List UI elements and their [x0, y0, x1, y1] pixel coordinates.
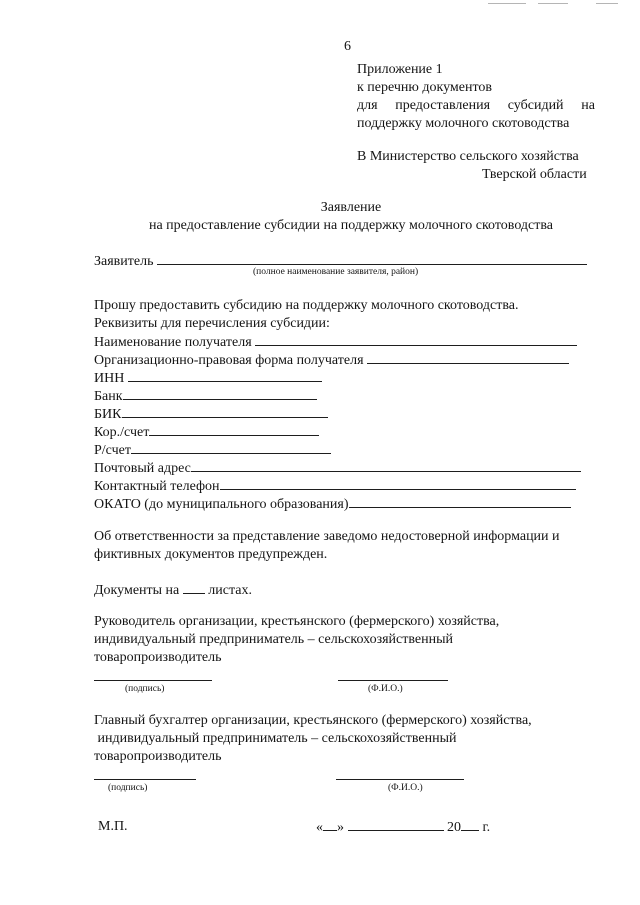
field-account — [94, 441, 331, 460]
appendix-word: субсидий — [507, 98, 564, 113]
field-bik — [94, 405, 328, 424]
appendix-line-3 — [357, 97, 595, 115]
field-input-line[interactable] — [123, 387, 317, 400]
field-label: ИНН — [94, 371, 125, 386]
field-label: Организационно-правовая форма получателя — [94, 353, 364, 368]
field-input-line[interactable] — [131, 441, 331, 454]
field-recipient-name — [94, 333, 577, 352]
date-year-suffix: г. — [482, 820, 491, 835]
field-input-line[interactable] — [220, 477, 576, 490]
field-input-line[interactable] — [128, 369, 322, 382]
field-corr-account — [94, 423, 319, 442]
date-close-quote: » — [337, 820, 344, 835]
field-postal-address — [94, 459, 581, 478]
addressee-line-2: Тверской области — [482, 167, 587, 182]
field-input-line[interactable] — [367, 351, 569, 364]
field-label: БИК — [94, 407, 122, 422]
documents-prefix: Документы на — [94, 583, 180, 598]
accountant-signature-line[interactable] — [94, 779, 196, 780]
accountant-name-line[interactable] — [336, 779, 464, 780]
request-line-1: Прошу предоставить субсидию на поддержку молочного скотоводства. — [94, 298, 519, 313]
head-name-hint: (Ф.И.О.) — [368, 684, 403, 694]
field-label: Контактный телефон — [94, 479, 220, 494]
appendix-line-2: к перечню документов — [357, 80, 493, 95]
head-title-line-1: Руководитель организации, крестьянского (фермерского) хозяйства, — [94, 614, 500, 629]
accountant-signature-hint: (подпись) — [108, 783, 148, 793]
documents-count-row — [94, 581, 252, 600]
scan-artifact-marks — [476, 0, 626, 6]
field-input-line[interactable] — [191, 459, 581, 472]
field-phone — [94, 477, 576, 496]
field-label: ОКАТО (до муниципального образования) — [94, 497, 349, 512]
field-input-line[interactable] — [122, 405, 328, 418]
date-day-input-line[interactable] — [323, 818, 337, 831]
field-input-line[interactable] — [255, 333, 577, 346]
field-label: Банк — [94, 389, 123, 404]
request-line-2: Реквизиты для перечисления субсидии: — [94, 316, 330, 331]
stamp-placeholder: М.П. — [98, 819, 128, 834]
documents-count-input-line[interactable] — [183, 581, 205, 594]
accountant-name-hint: (Ф.И.О.) — [388, 783, 423, 793]
accountant-title-line-1: Главный бухгалтер организации, крестьянского (фермерского) хозяйства, — [94, 713, 532, 728]
appendix-word: на — [581, 98, 595, 113]
field-bank — [94, 387, 317, 406]
field-label: Почтовый адрес — [94, 461, 191, 476]
field-input-line[interactable] — [349, 495, 571, 508]
document-title: Заявление — [320, 200, 382, 215]
head-title-line-2: индивидуальный предприниматель – сельскохозяйственный — [94, 632, 453, 647]
responsibility-line-1: Об ответственности за представление заведомо недостоверной информации и — [94, 529, 560, 544]
field-legal-form — [94, 351, 569, 370]
field-label: Р/счет — [94, 443, 131, 458]
appendix-word: для — [357, 98, 378, 113]
field-input-line[interactable] — [149, 423, 319, 436]
field-inn — [94, 369, 322, 388]
date-open-quote: « — [316, 820, 323, 835]
accountant-title-line-2: индивидуальный предприниматель – сельскохозяйственный — [94, 731, 457, 746]
responsibility-line-2: фиктивных документов предупрежден. — [94, 547, 328, 562]
field-label: Наименование получателя — [94, 335, 252, 350]
date-month-input-line[interactable] — [348, 818, 444, 831]
date-year-prefix: 20 — [447, 820, 461, 835]
applicant-label: Заявитель — [94, 254, 154, 269]
addressee-line-1: В Министерство сельского хозяйства — [357, 149, 579, 164]
accountant-title-line-3: товаропроизводитель — [94, 749, 222, 764]
documents-suffix: листах. — [208, 583, 252, 598]
applicant-input-line[interactable] — [157, 252, 587, 265]
document-subtitle: на предоставление субсидии на поддержку молочного скотоводства — [148, 218, 554, 233]
page-number: 6 — [344, 39, 351, 54]
field-label: Кор./счет — [94, 425, 150, 440]
applicant-hint: (полное наименование заявителя, район) — [253, 267, 419, 277]
head-title-line-3: товаропроизводитель — [94, 650, 222, 665]
head-signature-hint: (подпись) — [125, 684, 165, 694]
head-name-line[interactable] — [338, 680, 448, 681]
appendix-line-1: Приложение 1 — [357, 62, 443, 77]
date-year-input-line[interactable] — [461, 818, 479, 831]
head-signature-line[interactable] — [94, 680, 212, 681]
appendix-word: предоставления — [395, 98, 491, 113]
appendix-line-4: поддержку молочного скотоводства — [357, 116, 570, 131]
date-row — [316, 818, 490, 837]
field-okato — [94, 495, 571, 514]
